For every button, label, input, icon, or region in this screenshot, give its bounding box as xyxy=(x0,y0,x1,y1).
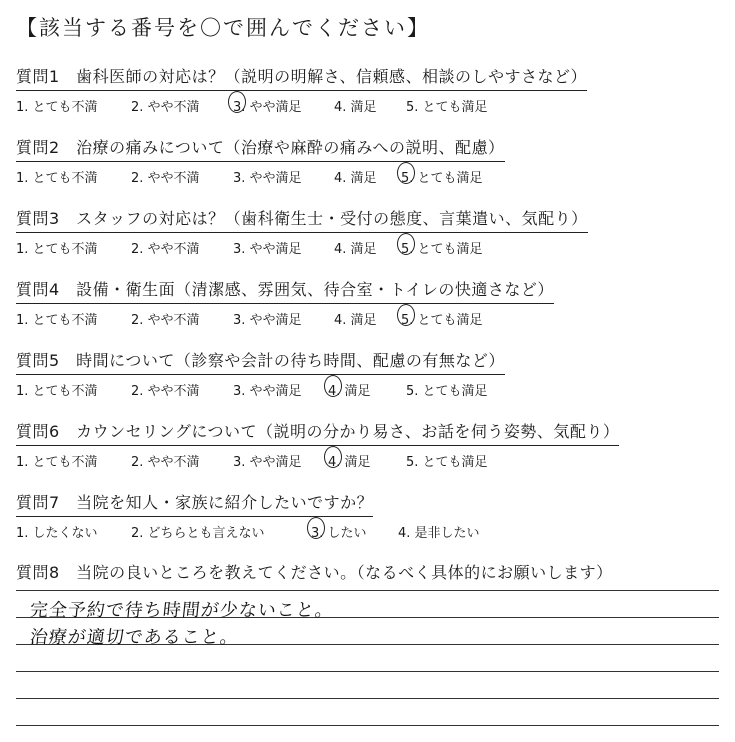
option-5[interactable]: 5. とても満足 xyxy=(406,455,488,470)
option-1[interactable]: 1. とても不満 xyxy=(16,455,98,470)
option-2[interactable]: 2. やや不満 xyxy=(131,171,200,186)
option-2[interactable]: 2. やや不満 xyxy=(131,313,200,328)
option-4[interactable]: 4. 是非したい xyxy=(398,526,480,541)
question-7-label: 質問7 当院を知人・家族に紹介したいですか？ xyxy=(16,490,373,517)
option-2[interactable]: 2. やや不満 xyxy=(131,384,200,399)
option-5[interactable]: 5. とても満足 xyxy=(401,242,483,257)
option-4[interactable]: 4. 満足 xyxy=(328,455,371,470)
option-3[interactable]: 3. やや満足 xyxy=(233,100,302,115)
answer-line xyxy=(16,671,719,672)
question-2-label: 質問2 治療の痛みについて（治療や麻酔の痛みへの説明、配慮） xyxy=(16,135,505,162)
page-title: 【該当する番号を〇で囲んでください】 xyxy=(16,16,430,40)
option-2[interactable]: 2. やや不満 xyxy=(131,100,200,115)
question-2-options xyxy=(16,165,716,187)
question-1-label: 質問1 歯科医師の対応は？（説明の明解さ、信頼感、相談のしやすさなど） xyxy=(16,64,587,91)
option-3[interactable]: 3. やや満足 xyxy=(233,455,302,470)
option-4[interactable]: 4. 満足 xyxy=(334,171,377,186)
option-5[interactable]: 5. とても満足 xyxy=(401,313,483,328)
question-4-label: 質問4 設備・衛生面（清潔感、雰囲気、待合室・トイレの快適さなど） xyxy=(16,277,554,304)
option-3[interactable]: 3. やや満足 xyxy=(233,242,302,257)
answer-line xyxy=(16,725,719,726)
question-8-label: 質問8 当院の良いところを教えてください。（なるべく具体的にお願いします） xyxy=(16,563,613,582)
question-3-label: 質問3 スタッフの対応は？（歯科衛生士・受付の態度、言葉遣い、気配り） xyxy=(16,206,588,233)
selected-circle xyxy=(307,517,325,539)
option-3[interactable]: 3. やや満足 xyxy=(233,171,302,186)
question-8 xyxy=(16,560,716,586)
question-5 xyxy=(16,348,716,400)
option-1[interactable]: 1. したくない xyxy=(16,526,98,541)
question-2 xyxy=(16,135,716,187)
question-3-options xyxy=(16,236,716,258)
option-5[interactable]: 5. とても満足 xyxy=(401,171,483,186)
option-1[interactable]: 1. とても不満 xyxy=(16,384,98,399)
question-1 xyxy=(16,64,716,116)
selected-circle xyxy=(228,91,246,113)
question-6 xyxy=(16,419,716,471)
option-4[interactable]: 4. 満足 xyxy=(328,384,371,399)
option-4[interactable]: 4. 満足 xyxy=(334,242,377,257)
question-6-options xyxy=(16,449,716,471)
question-1-options xyxy=(16,94,716,116)
selected-circle xyxy=(397,304,415,326)
option-2[interactable]: 2. やや不満 xyxy=(131,455,200,470)
option-2[interactable]: 2. どちらとも言えない xyxy=(131,526,265,541)
option-4[interactable]: 4. 満足 xyxy=(334,100,377,115)
question-7-options xyxy=(16,520,716,542)
option-3[interactable]: 3. やや満足 xyxy=(233,384,302,399)
answer-line xyxy=(16,698,719,699)
handwritten-answer-1[interactable]: 完全予約で待ち時間が少ないこと。 xyxy=(28,600,335,621)
option-1[interactable]: 1. とても不満 xyxy=(16,100,98,115)
handwritten-answer-2[interactable]: 治療が適切であること。 xyxy=(28,627,240,648)
question-4 xyxy=(16,277,716,329)
selected-circle xyxy=(324,446,342,468)
selected-circle xyxy=(397,233,415,255)
option-2[interactable]: 2. やや不満 xyxy=(131,242,200,257)
question-7 xyxy=(16,490,716,542)
selected-circle xyxy=(397,162,415,184)
question-5-label: 質問5 時間について（診察や会計の待ち時間、配慮の有無など） xyxy=(16,348,505,375)
answer-line xyxy=(16,590,719,591)
option-1[interactable]: 1. とても不満 xyxy=(16,313,98,328)
option-4[interactable]: 4. 満足 xyxy=(334,313,377,328)
question-4-options xyxy=(16,307,716,329)
question-3 xyxy=(16,206,716,258)
option-5[interactable]: 5. とても満足 xyxy=(406,100,488,115)
option-3[interactable]: 3. したい xyxy=(311,526,367,541)
option-1[interactable]: 1. とても不満 xyxy=(16,242,98,257)
option-1[interactable]: 1. とても不満 xyxy=(16,171,98,186)
question-5-options xyxy=(16,378,716,400)
selected-circle xyxy=(324,375,342,397)
option-3[interactable]: 3. やや満足 xyxy=(233,313,302,328)
option-5[interactable]: 5. とても満足 xyxy=(406,384,488,399)
question-6-label: 質問6 カウンセリングについて（説明の分かり易さ、お話を伺う姿勢、気配り） xyxy=(16,419,619,446)
